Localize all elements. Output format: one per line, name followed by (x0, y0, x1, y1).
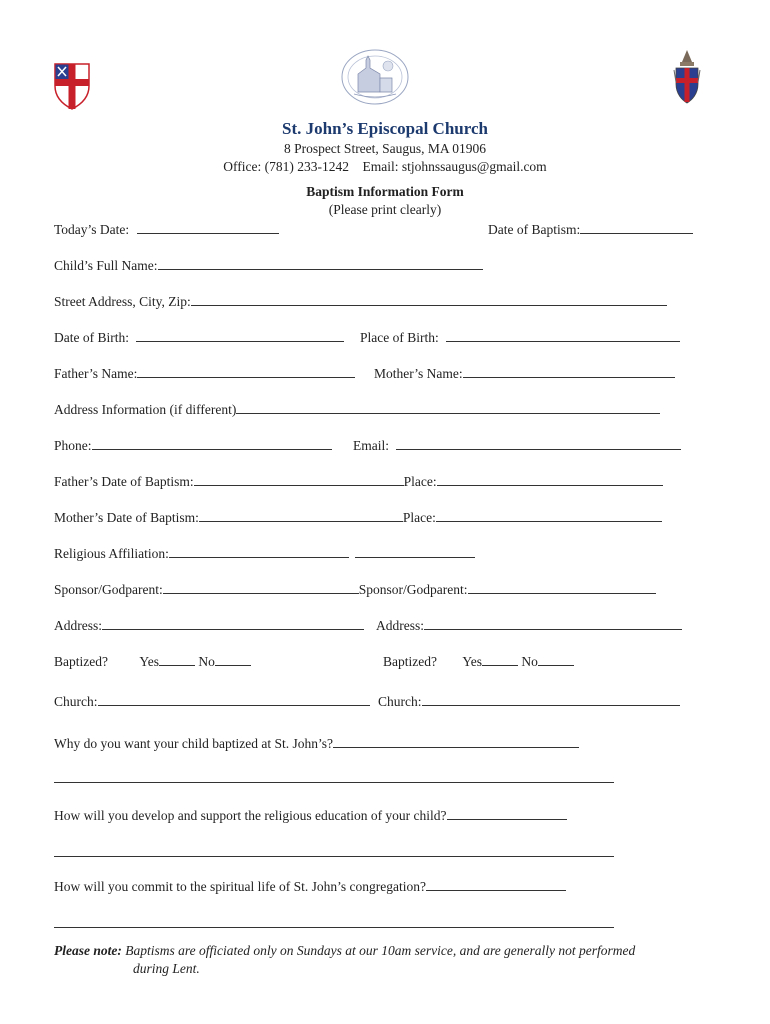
church-row-1 (54, 692, 370, 710)
question-1-label: Why do you want your child baptized at St. John’s? (54, 736, 333, 751)
form-subtitle: (Please print clearly) (328, 202, 442, 217)
sponsor-address-label-1: Address: (54, 618, 102, 633)
email-label: Email: (353, 438, 389, 453)
todays-date-field[interactable] (137, 220, 279, 234)
church-label-2: Church: (378, 694, 422, 709)
religious-affiliation-field[interactable] (169, 544, 349, 558)
sponsor-field-2[interactable] (468, 580, 656, 594)
question-1-answer-line[interactable] (54, 782, 614, 783)
yes-label-1: Yes (139, 654, 160, 669)
street-address-label: Street Address, City, Zip: (54, 294, 191, 309)
sponsor-address-row-1 (54, 616, 364, 634)
no-label-2: No (521, 654, 538, 669)
sponsor-label-1: Sponsor/Godparent: (54, 582, 163, 597)
date-of-birth-field[interactable] (136, 328, 344, 342)
question-2-answer-line[interactable] (54, 856, 614, 857)
fathers-name-field[interactable] (137, 364, 355, 378)
place-field-2[interactable] (436, 508, 662, 522)
episcopal-shield-icon (53, 62, 91, 110)
no-label-1: No (198, 654, 215, 669)
childs-name-label: Child’s Full Name: (54, 258, 158, 273)
question-2-field[interactable] (447, 806, 567, 820)
sponsor-label-2: Sponsor/Godparent: (358, 582, 468, 597)
place-of-birth-row (360, 328, 680, 346)
mother-baptism-row (54, 508, 662, 526)
church-field-2[interactable] (422, 692, 680, 706)
question-1-field[interactable] (333, 734, 579, 748)
yes-label-2: Yes (462, 654, 483, 669)
place-of-birth-label: Place of Birth: (360, 330, 439, 345)
father-baptism-row (54, 472, 663, 490)
email-field[interactable] (396, 436, 681, 450)
church-field-1[interactable] (98, 692, 370, 706)
note-text-2: during Lent. (133, 961, 200, 976)
place-label-2: Place: (402, 510, 436, 525)
sponsor-address-field-1[interactable] (102, 616, 364, 630)
diocese-crest-icon (672, 48, 702, 106)
baptized-row-2 (383, 652, 574, 670)
no-field-2[interactable] (538, 652, 574, 666)
church-label-1: Church: (54, 694, 98, 709)
sponsor-address-label-2: Address: (376, 618, 424, 633)
no-field-1[interactable] (215, 652, 251, 666)
yes-field-2[interactable] (482, 652, 518, 666)
mothers-name-field[interactable] (463, 364, 675, 378)
father-baptism-field[interactable] (194, 472, 404, 486)
date-of-baptism-row (488, 220, 693, 238)
mother-baptism-field[interactable] (199, 508, 403, 522)
church-seal-icon (340, 48, 410, 106)
church-name: St. John’s Episcopal Church (282, 119, 488, 138)
church-address: 8 Prospect Street, Saugus, MA 01906 (283, 141, 487, 156)
place-field-1[interactable] (437, 472, 663, 486)
phone-label: Phone: (54, 438, 92, 453)
question-3-field[interactable] (426, 877, 566, 891)
question-1-row (54, 734, 579, 752)
street-address-row (54, 292, 667, 310)
address-info-row (54, 400, 660, 418)
mothers-name-label: Mother’s Name: (374, 366, 463, 381)
childs-name-row (54, 256, 483, 274)
question-3-row (54, 877, 566, 895)
fathers-name-row (54, 364, 355, 382)
place-label-1: Place: (403, 474, 437, 489)
baptized-label-2: Baptized? (383, 654, 437, 669)
note-label: Please note: (54, 943, 122, 958)
childs-name-field[interactable] (158, 256, 483, 270)
church-contact: Office: (781) 233-1242 Email: stjohnssaugus@gmail.com (223, 159, 547, 174)
church-row-2 (378, 692, 680, 710)
question-2-row (54, 806, 567, 824)
date-of-birth-row (54, 328, 344, 346)
date-of-baptism-label: Date of Baptism: (488, 222, 581, 237)
phone-row (54, 436, 332, 454)
fathers-name-label: Father’s Name: (54, 366, 138, 381)
note-text: Baptisms are officiated only on Sundays at our 10am service, and are generally not performed (125, 943, 636, 958)
phone-field[interactable] (92, 436, 332, 450)
address-info-label: Address Information (if different) (54, 402, 237, 417)
date-of-birth-label: Date of Birth: (54, 330, 129, 345)
baptized-label-1: Baptized? (54, 654, 108, 669)
todays-date-row (54, 220, 279, 238)
street-address-field[interactable] (191, 292, 667, 306)
sponsor-field-1[interactable] (163, 580, 359, 594)
mothers-name-row (374, 364, 675, 382)
sponsor-address-field-2[interactable] (424, 616, 682, 630)
yes-field-1[interactable] (159, 652, 195, 666)
place-of-birth-field[interactable] (446, 328, 680, 342)
religious-affiliation-row (54, 544, 475, 562)
question-3-label: How will you commit to the spiritual life of St. John’s congregation? (54, 879, 426, 894)
question-3-answer-line[interactable] (54, 927, 614, 928)
baptized-row-1 (54, 652, 251, 670)
religious-affiliation-label: Religious Affiliation: (54, 546, 169, 561)
question-2-label: How will you develop and support the religious education of your child? (54, 808, 447, 823)
email-row (353, 436, 681, 454)
father-baptism-label: Father’s Date of Baptism: (54, 474, 194, 489)
address-info-field[interactable] (236, 400, 660, 414)
sponsor-address-row-2 (376, 616, 682, 634)
religious-affiliation-field-2[interactable] (355, 544, 475, 558)
please-note (54, 942, 734, 978)
date-of-baptism-field[interactable] (580, 220, 693, 234)
sponsor-row (54, 580, 656, 598)
form-title: Baptism Information Form (306, 184, 464, 199)
mother-baptism-label: Mother’s Date of Baptism: (54, 510, 199, 525)
todays-date-label: Today’s Date: (54, 222, 130, 237)
